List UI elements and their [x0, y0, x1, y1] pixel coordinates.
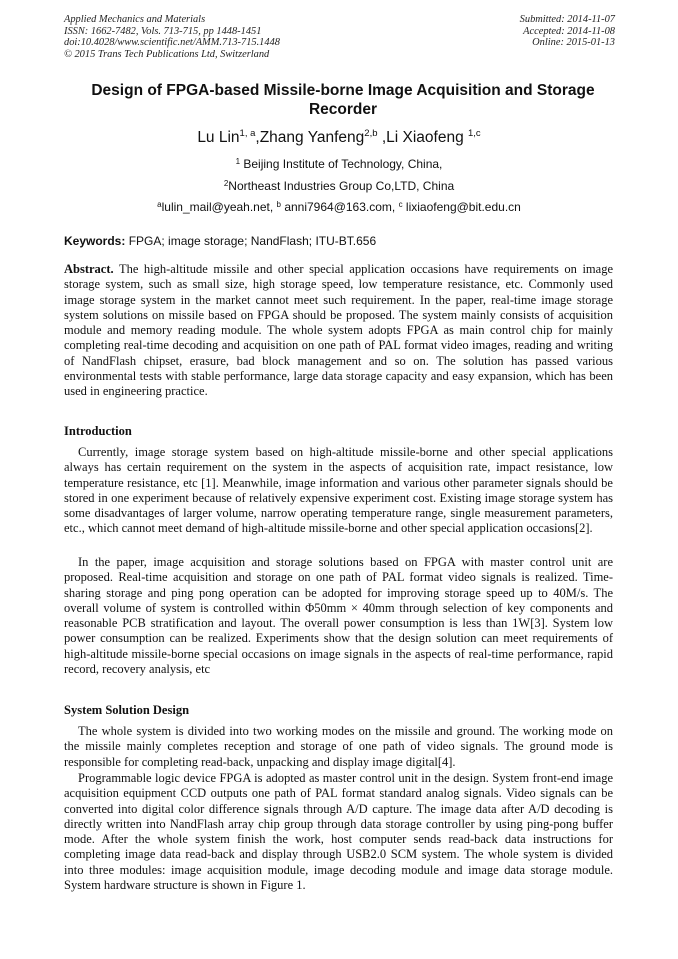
paper-title: Design of FPGA-based Missile-borne Image Acquisition and Storage Recorder [91, 82, 595, 118]
email-mark: a [157, 200, 162, 209]
author-emails [0, 200, 678, 215]
section-heading-system-design: System Solution Design [64, 703, 190, 717]
author-name: ,Zhang Yanfeng [255, 129, 365, 146]
keywords-text: FPGA; image storage; NandFlash; ITU-BT.656 [125, 234, 377, 248]
email-address: lulin_mail@yeah.net, [161, 200, 277, 214]
keywords [64, 234, 615, 249]
email-mark: b [276, 200, 281, 209]
accepted-date: Accepted: 2014-11-08 [523, 25, 615, 37]
journal-copyright: © 2015 Trans Tech Publications Ltd, Switzerland [64, 48, 270, 60]
journal-info [64, 14, 280, 60]
keywords-label: Keywords: [64, 234, 126, 248]
email-address: lixiaofeng@bit.edu.cn [402, 200, 521, 214]
abstract [64, 262, 613, 400]
submitted-date: Submitted: 2014-11-07 [519, 14, 615, 25]
affiliation-text: Northeast Industries Group Co,LTD, China [228, 179, 455, 193]
affiliation-2 [0, 179, 678, 194]
affiliation-mark: 1 [235, 157, 241, 166]
online-date: Online: 2015-01-13 [532, 37, 615, 49]
affiliation-mark: 2 [223, 179, 229, 188]
author-affiliation-mark: 1,c [468, 128, 481, 139]
system-design-paragraph-1: The whole system is divided into two working modes on the missile and ground. The working mode on the missile mainly completes reception and storage of one path of video signals. The ground mode is responsible for completing read-back, unpacking and display image digital[4]. [64, 724, 613, 769]
introduction-paragraph-1: Currently, image storage system based on high-altitude missile-borne and other special applications always has certain requirement on the system in the aspects of acquisition rate, impact resistance, low temperature resistance, etc [1]. Meanwhile, image information and various other parameter signals should be stored in one experiment because of relatively expensive experiment cost. Existing image storage system has some disadvantages of larger volume, narrow operating temperature range, single measurement parameters, etc., which cannot meet demand of high-altitude missile-borne and other special application occasions[2]. [64, 445, 613, 536]
section-heading-introduction: Introduction [64, 424, 132, 438]
introduction-paragraph-2: In the paper, image acquisition and storage solutions based on FPGA with master control unit are proposed. Real-time acquisition and storage on one path of PAL format video signals is realized. Time-sharing storage and ping pong operation can be adopted for improving storage speed up to 40M/s. The overall volume of system is controlled within Φ50mm × 40mm through selection of key components and reasonable PCB stratification and layout. The overall power consumption is less than 1W[3]. System low power consumption can be realized. Experiments show that the design solution can meet requirements of high-altitude missile-borne special occasions on image signals in the aspects of real-time performance, rapid record, recovery analysis, etc [64, 555, 613, 677]
submission-dates [520, 14, 615, 49]
journal-issn: ISSN: 1662-7482, Vols. 713-715, pp 1448-1451 [64, 25, 262, 37]
author-affiliation-mark: 1, a [239, 128, 256, 139]
system-design-paragraph-2: Programmable logic device FPGA is adopted as master control unit in the design. System front-end image acquisition equipment CCD outputs one path of PAL format standard analog signals. Video signals can be converted into digital color difference signals through A/D capture. The image data after A/D decoding is directly written into NandFlash array chip group through data storage controller by using ping-pong buffer mode. After the whole system finish the work, host computer sends read-back data instructions for completing image data read-back and display through USB2.0 SCM system. The whole system is divided into three modules: image acquisition module, image decoding module and image data storage module. System hardware structure is shown in Figure 1. [64, 771, 613, 893]
author-affiliation-mark: 2,b [364, 128, 378, 139]
abstract-text: The high-altitude missile and other special application occasions have requirements on image storage system, such as small size, high storage speed, low temperature resistance, etc. Commonly used image storage system in the market cannot meet such requirement. In the paper, real-time image storage system solutions on missile based on FPGA should be proposed. The system mainly consists of acquisition module and memory reading module. The whole system adopts FPGA as main control chip for mainly completing real-time decoding and acquisition on one path of PAL format video images, reading and writing of NandFlash chipset, erasure, bad block management and so on. The solution has passed various environmental tests with stable performance, large data storage capacity and easy expansion, which has been used in engineering practice. [64, 262, 613, 399]
author-name: ,Li Xiaofeng [377, 129, 468, 146]
author-name: Lu Lin [197, 129, 240, 146]
affiliation-1 [0, 157, 678, 172]
author-list [0, 128, 678, 148]
journal-name: Applied Mechanics and Materials [64, 14, 206, 25]
affiliation-text: Beijing Institute of Technology, China, [240, 157, 443, 171]
journal-doi: doi:10.4028/www.scientific.net/AMM.713-715.1448 [64, 37, 280, 49]
email-address: anni7964@163.com, [280, 200, 399, 214]
abstract-label: Abstract. [64, 262, 114, 276]
email-mark: c [398, 200, 403, 209]
